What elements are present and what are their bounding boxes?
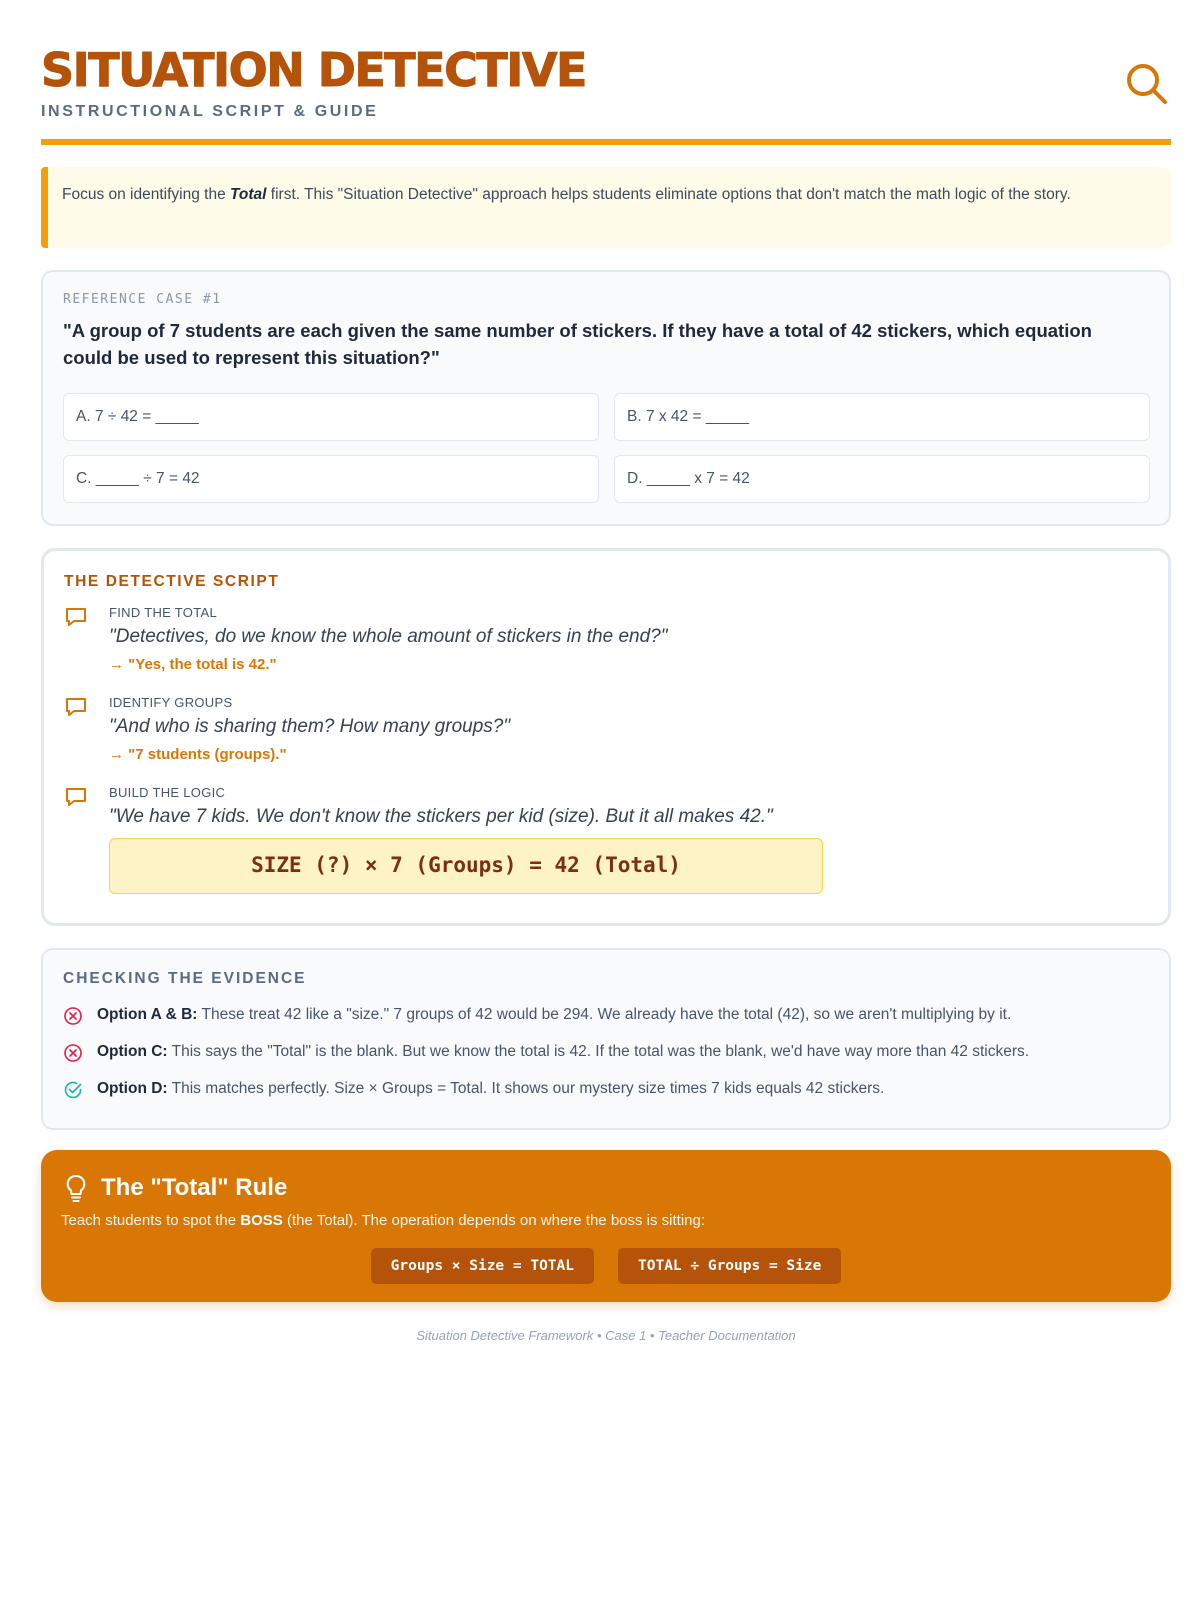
step-answer: → "Yes, the total is 42." (109, 656, 277, 673)
script-step (64, 605, 1148, 673)
option-c[interactable]: C. _____ ÷ 7 = 42 (63, 455, 599, 503)
header (41, 0, 1171, 145)
reference-case-card (41, 270, 1171, 526)
case-label: REFERENCE CASE #1 (63, 292, 222, 307)
script-step (64, 695, 1148, 763)
evidence-card (41, 948, 1171, 1130)
step-quote: "We have 7 kids. We don't know the stickers per kid (size). But it all makes 42." (109, 806, 773, 827)
option-a[interactable]: A. 7 ÷ 42 = _____ (63, 393, 599, 441)
step-label: IDENTIFY GROUPS (109, 695, 233, 710)
evidence-label: Option C: (97, 1043, 168, 1060)
step-quote: "Detectives, do we know the whole amount of stickers in the end?" (109, 626, 668, 647)
option-b[interactable]: B. 7 x 42 = _____ (614, 393, 1150, 441)
note-text-post: first. This "Situation Detective" approach helps students eliminate options that don't match the math logic of the story. (266, 186, 1071, 203)
lightbulb-icon (63, 1173, 89, 1203)
instruction-note (41, 167, 1171, 248)
script-title: THE DETECTIVE SCRIPT (64, 573, 280, 590)
evidence-text: This says the "Total" is the blank. But we know the total is 42. If the total was the blank, we'd have way more than 42 stickers. (167, 1043, 1030, 1060)
header-divider (41, 139, 1171, 145)
page-subtitle: INSTRUCTIONAL SCRIPT & GUIDE (41, 103, 379, 120)
rule-chip: TOTAL ÷ Groups = Size (618, 1248, 841, 1284)
total-rule-card (41, 1150, 1171, 1302)
rule-desc-bold: BOSS (240, 1212, 283, 1229)
evidence-text: This matches perfectly. Size × Groups = Total. It shows our mystery size times 7 kids equals 42 stickers. (167, 1080, 885, 1097)
rule-description (61, 1212, 1151, 1229)
rule-chips (41, 1248, 1171, 1284)
logic-formula: SIZE (?) × 7 (Groups) = 42 (Total) (109, 838, 823, 894)
rule-desc-pre: Teach students to spot the (61, 1212, 241, 1229)
page-title: SITUATION DETECTIVE (41, 43, 586, 97)
step-label: BUILD THE LOGIC (109, 785, 226, 800)
check-circle-icon (63, 1080, 83, 1100)
rule-desc-post: (the Total). The operation depends on where the boss is sitting: (282, 1212, 706, 1229)
evidence-item (63, 1004, 1149, 1026)
step-label: FIND THE TOTAL (109, 605, 217, 620)
search-icon (1125, 62, 1169, 106)
step-answer: → "7 students (groups)." (109, 746, 287, 763)
evidence-title: CHECKING THE EVIDENCE (63, 970, 307, 987)
answer-options (63, 393, 1149, 503)
note-emphasis: Total (230, 186, 267, 203)
page (41, 0, 1171, 1343)
detective-script-card (41, 548, 1171, 926)
option-d[interactable]: D. _____ x 7 = 42 (614, 455, 1150, 503)
rule-title: The "Total" Rule (101, 1174, 288, 1201)
evidence-text: These treat 42 like a "size." 7 groups of 42 would be 294. We already have the total (42), so we aren't multiplying by it. (197, 1006, 1012, 1023)
evidence-list (63, 1004, 1149, 1100)
evidence-label: Option A & B: (97, 1006, 198, 1023)
rule-header (61, 1172, 1151, 1204)
page-footer: Situation Detective Framework • Case 1 • Teacher Documentation (416, 1328, 796, 1343)
speech-bubble-icon (64, 605, 88, 629)
evidence-label: Option D: (97, 1080, 168, 1097)
speech-bubble-icon (64, 785, 88, 809)
step-quote: "And who is sharing them? How many groups?" (109, 716, 511, 737)
evidence-item (63, 1078, 1149, 1100)
case-question: "A group of 7 students are each given the same number of stickers. If they have a total of 42 stickers, which equation could be used to represent this situation?" (63, 320, 1092, 368)
rule-chip: Groups × Size = TOTAL (371, 1248, 594, 1284)
x-circle-icon (63, 1006, 83, 1026)
script-step (64, 785, 1148, 894)
evidence-item (63, 1041, 1149, 1063)
speech-bubble-icon (64, 695, 88, 719)
x-circle-icon (63, 1043, 83, 1063)
note-text-pre: Focus on identifying the (62, 186, 231, 203)
